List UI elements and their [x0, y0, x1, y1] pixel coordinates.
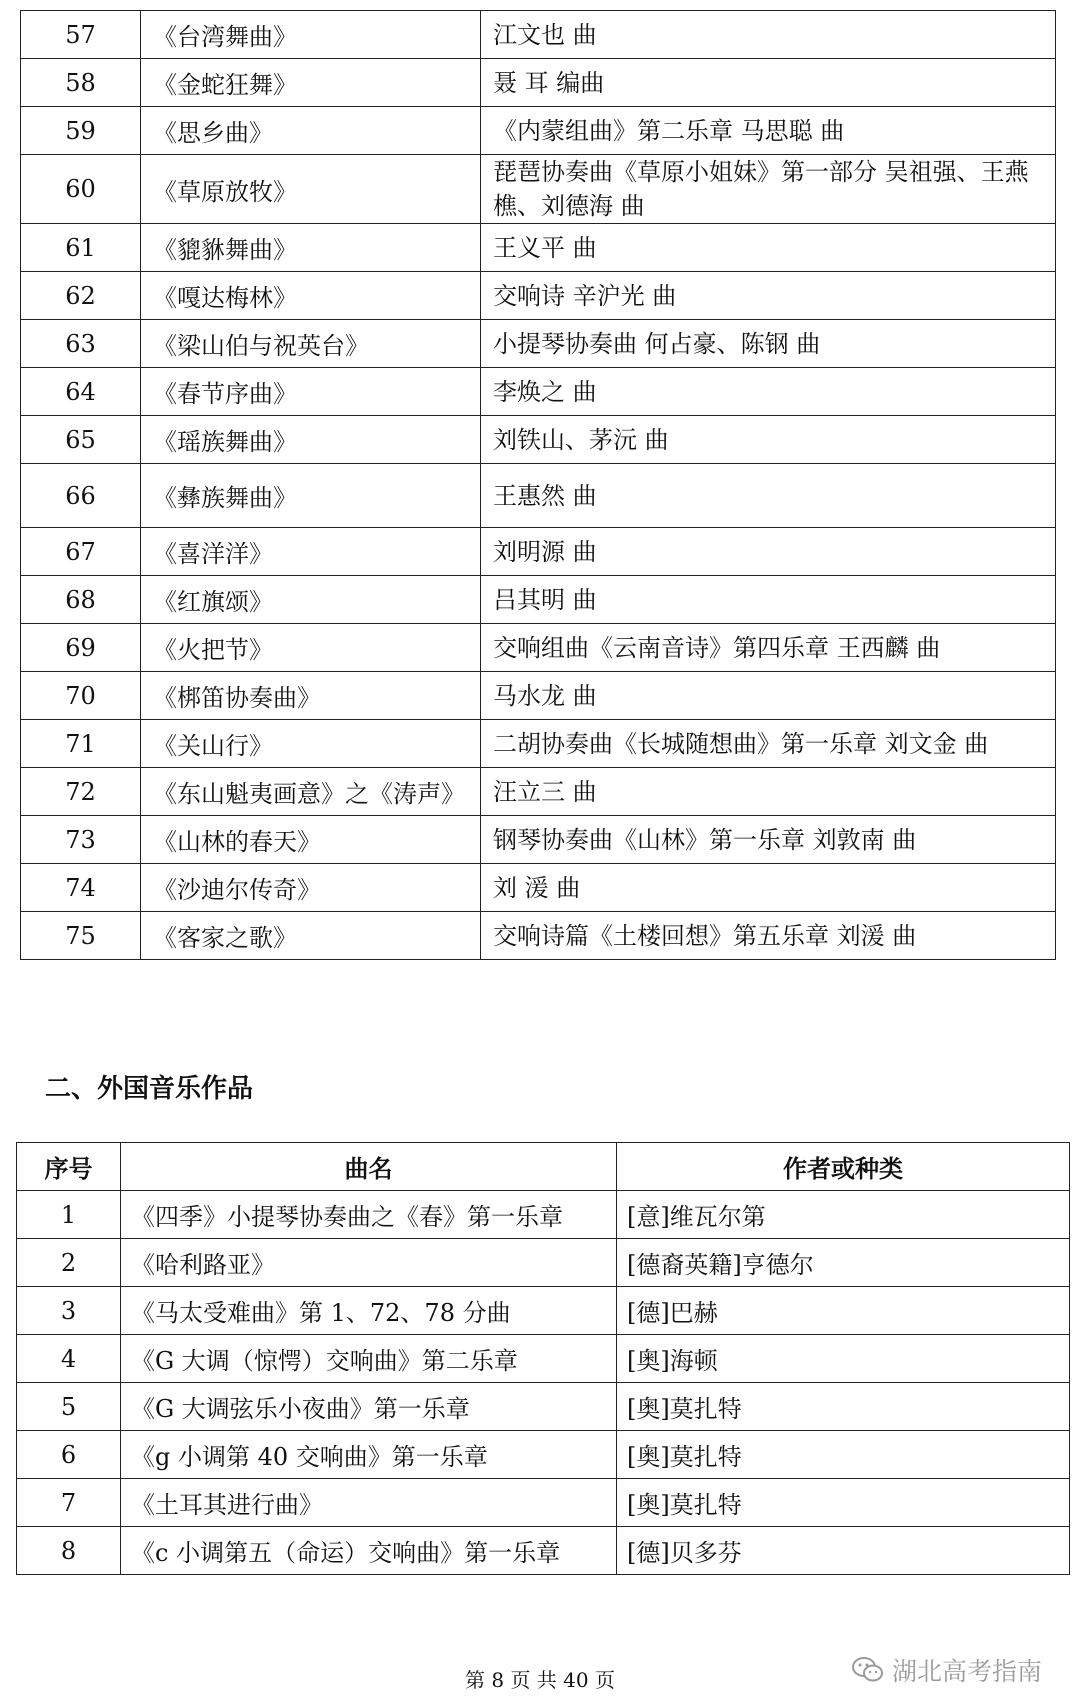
composer-info: 王义平 曲: [481, 224, 1056, 272]
row-number: 62: [21, 272, 141, 320]
composer-info: 琵琶协奏曲《草原小姐妹》第一部分 吴祖强、王燕樵、刘德海 曲: [481, 155, 1056, 224]
row-number: 58: [21, 59, 141, 107]
composer-info: [意]维瓦尔第: [617, 1191, 1070, 1239]
composer-info: 交响组曲《云南音诗》第四乐章 王西麟 曲: [481, 624, 1056, 672]
row-number: 71: [21, 720, 141, 768]
row-number: 4: [17, 1335, 121, 1383]
composer-info: 吕其明 曲: [481, 576, 1056, 624]
composer-info: 刘明源 曲: [481, 528, 1056, 576]
table-row: [21, 320, 1056, 368]
work-title: 《瑶族舞曲》: [141, 416, 481, 464]
row-number: 60: [21, 155, 141, 224]
table-row: [17, 1527, 1070, 1575]
composer-info: 聂 耳 编曲: [481, 59, 1056, 107]
row-number: 7: [17, 1479, 121, 1527]
row-number: 2: [17, 1239, 121, 1287]
row-number: 75: [21, 912, 141, 960]
table-row: [21, 672, 1056, 720]
row-number: 70: [21, 672, 141, 720]
table-row: [17, 1383, 1070, 1431]
work-title: 《貔貅舞曲》: [141, 224, 481, 272]
composer-info: 刘铁山、茅沅 曲: [481, 416, 1056, 464]
table-row: [21, 416, 1056, 464]
composer-info: 李焕之 曲: [481, 368, 1056, 416]
row-number: 5: [17, 1383, 121, 1431]
row-number: 63: [21, 320, 141, 368]
row-number: 57: [21, 11, 141, 59]
table-row: [21, 107, 1056, 155]
composer-info: 《内蒙组曲》第二乐章 马思聪 曲: [481, 107, 1056, 155]
header-title: 曲名: [121, 1143, 617, 1191]
row-number: 61: [21, 224, 141, 272]
work-title: 《东山魁夷画意》之《涛声》: [141, 768, 481, 816]
work-title: 《红旗颂》: [141, 576, 481, 624]
table-row: [21, 528, 1056, 576]
work-title: 《土耳其进行曲》: [121, 1479, 617, 1527]
table-row: [21, 224, 1056, 272]
row-number: 65: [21, 416, 141, 464]
work-title: 《哈利路亚》: [121, 1239, 617, 1287]
row-number: 8: [17, 1527, 121, 1575]
row-number: 64: [21, 368, 141, 416]
composer-info: 汪立三 曲: [481, 768, 1056, 816]
header-number: 序号: [17, 1143, 121, 1191]
work-title: 《梆笛协奏曲》: [141, 672, 481, 720]
table-row: [21, 912, 1056, 960]
table-row: [21, 272, 1056, 320]
work-title: 《g 小调第 40 交响曲》第一乐章: [121, 1431, 617, 1479]
composer-info: [奥]莫扎特: [617, 1383, 1070, 1431]
composer-info: [德]贝多芬: [617, 1527, 1070, 1575]
table-row: [21, 11, 1056, 59]
composer-info: [奥]海顿: [617, 1335, 1070, 1383]
table-row: [21, 720, 1056, 768]
work-title: 《关山行》: [141, 720, 481, 768]
table-row: [21, 576, 1056, 624]
table-row: [17, 1287, 1070, 1335]
row-number: 1: [17, 1191, 121, 1239]
row-number: 6: [17, 1431, 121, 1479]
table-row: [21, 864, 1056, 912]
table-row: [21, 155, 1056, 224]
work-title: 《台湾舞曲》: [141, 11, 481, 59]
watermark-text: 湖北高考指南: [892, 1657, 1043, 1686]
table-row: [21, 368, 1056, 416]
table-row: [21, 768, 1056, 816]
table-row: [21, 464, 1056, 528]
row-number: 68: [21, 576, 141, 624]
row-number: 69: [21, 624, 141, 672]
composer-info: 刘 湲 曲: [481, 864, 1056, 912]
row-number: 3: [17, 1287, 121, 1335]
row-number: 74: [21, 864, 141, 912]
table-row: [21, 59, 1056, 107]
composer-info: 钢琴协奏曲《山林》第一乐章 刘敦南 曲: [481, 816, 1056, 864]
work-title: 《客家之歌》: [141, 912, 481, 960]
work-title: 《G 大调（惊愕）交响曲》第二乐章: [121, 1335, 617, 1383]
work-title: 《春节序曲》: [141, 368, 481, 416]
composer-info: [奥]莫扎特: [617, 1479, 1070, 1527]
work-title: 《c 小调第五（命运）交响曲》第一乐章: [121, 1527, 617, 1575]
header-composer: 作者或种类: [617, 1143, 1070, 1191]
work-title: 《嘎达梅林》: [141, 272, 481, 320]
table-row: [17, 1239, 1070, 1287]
work-title: 《彝族舞曲》: [141, 464, 481, 528]
work-title: 《G 大调弦乐小夜曲》第一乐章: [121, 1383, 617, 1431]
work-title: 《四季》小提琴协奏曲之《春》第一乐章: [121, 1191, 617, 1239]
table-row: [17, 1335, 1070, 1383]
work-title: 《山林的春天》: [141, 816, 481, 864]
page-footer: 第 8 页 共 40 页: [465, 1668, 615, 1692]
work-title: 《马太受难曲》第 1、72、78 分曲: [121, 1287, 617, 1335]
composer-info: 马水龙 曲: [481, 672, 1056, 720]
work-title: 《金蛇狂舞》: [141, 59, 481, 107]
composer-info: 江文也 曲: [481, 11, 1056, 59]
table-header-row: [17, 1143, 1070, 1191]
composer-info: [奥]莫扎特: [617, 1431, 1070, 1479]
row-number: 72: [21, 768, 141, 816]
composer-info: [德裔英籍]亨德尔: [617, 1239, 1070, 1287]
table-row: [17, 1431, 1070, 1479]
composer-info: 交响诗 辛沪光 曲: [481, 272, 1056, 320]
row-number: 66: [21, 464, 141, 528]
composer-info: 小提琴协奏曲 何占豪、陈钢 曲: [481, 320, 1056, 368]
work-title: 《喜洋洋》: [141, 528, 481, 576]
table-row: [17, 1191, 1070, 1239]
work-title: 《草原放牧》: [141, 155, 481, 224]
table-row: [21, 624, 1056, 672]
work-title: 《火把节》: [141, 624, 481, 672]
composer-info: [德]巴赫: [617, 1287, 1070, 1335]
work-title: 《沙迪尔传奇》: [141, 864, 481, 912]
work-title: 《梁山伯与祝英台》: [141, 320, 481, 368]
foreign-music-table: [16, 1142, 1070, 1575]
composer-info: 王惠然 曲: [481, 464, 1056, 528]
composer-info: 交响诗篇《土楼回想》第五乐章 刘湲 曲: [481, 912, 1056, 960]
domestic-music-table: [20, 10, 1056, 960]
work-title: 《思乡曲》: [141, 107, 481, 155]
row-number: 73: [21, 816, 141, 864]
table-row: [17, 1479, 1070, 1527]
section-title-foreign-music: 二、外国音乐作品: [45, 1074, 254, 1104]
table-row: [21, 816, 1056, 864]
composer-info: 二胡协奏曲《长城随想曲》第一乐章 刘文金 曲: [481, 720, 1056, 768]
row-number: 67: [21, 528, 141, 576]
row-number: 59: [21, 107, 141, 155]
